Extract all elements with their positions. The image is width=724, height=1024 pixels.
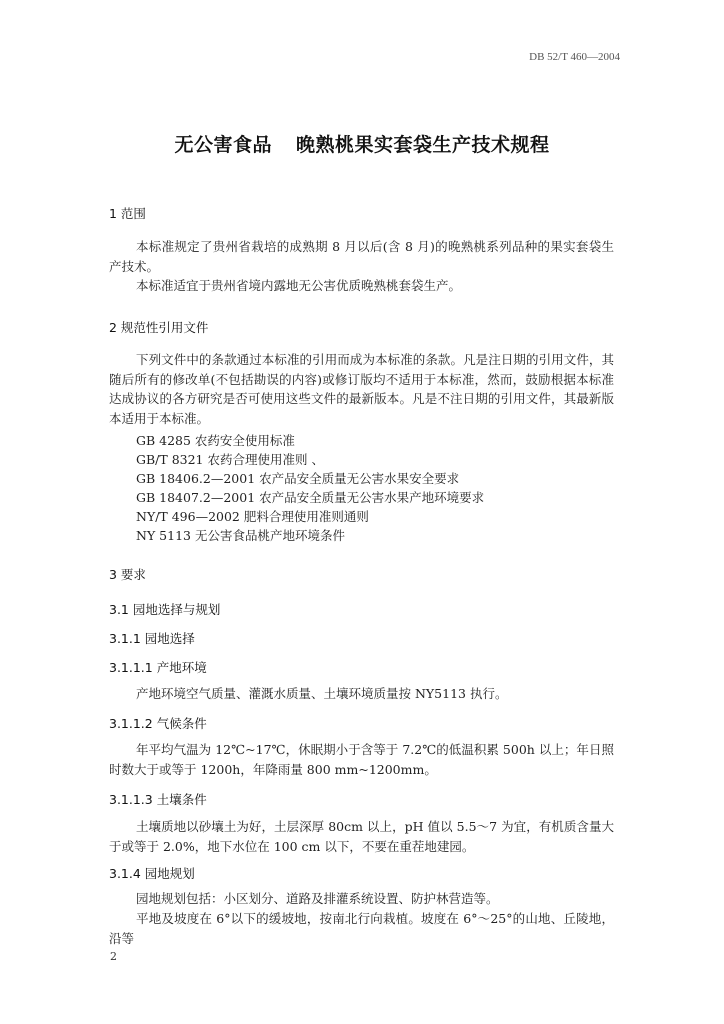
document-code: DB 52/T 460—2004	[529, 51, 620, 63]
section-1-paragraph-2: 本标准适宜于贵州省境内露地无公害优质晚熟桃套袋生产。	[136, 278, 462, 293]
section-3-1-1-2-paragraph: 年平均气温为 12℃~17℃，休眠期小于含等于 7.2℃的低温积累 500h 以上；年日照时数大于或等于 1200h，年降雨量 800 mm~1200mm。	[109, 742, 614, 777]
section-3-1-4-paragraph-1: 园地规划包括：小区划分、道路及排灌系统设置、防护林营造等。	[136, 891, 499, 906]
title-part-1: 无公害食品	[174, 134, 272, 156]
reference-item: GB 18407.2—2001 农产品安全质量无公害水果产地环境要求	[136, 490, 485, 505]
document-title	[0, 130, 724, 157]
section-3-1-1-3-paragraph: 土壤质地以砂壤土为好，土层深厚 80cm 以上，pH 值以 5.5～7 为宜，有机质含量大于或等于 2.0%，地下水位在 100 cm 以下，不要在重茬地建园。	[109, 819, 614, 854]
section-3-1-heading: 3.1 园地选择与规划	[109, 602, 221, 617]
reference-item: NY 5113 无公害食品桃产地环境条件	[136, 528, 345, 543]
section-3-heading: 3 要求	[109, 567, 146, 582]
section-3-1-1-2-heading: 3.1.1.2 气候条件	[109, 716, 207, 731]
section-3-1-4-paragraph-2: 平地及坡度在 6°以下的缓坡地，按南北行向栽植。坡度在 6°～25°的山地、丘陵地，沿等	[109, 911, 614, 946]
section-3-1-1-1-heading: 3.1.1.1 产地环境	[109, 660, 207, 675]
section-3-1-1-heading: 3.1.1 园地选择	[109, 631, 195, 646]
title-part-2: 晚熟桃果实套袋生产技术规程	[296, 134, 550, 156]
section-3-1-1-3-heading: 3.1.1.3 土壤条件	[109, 792, 207, 807]
section-3-1-1-1-paragraph: 产地环境空气质量、灌溉水质量、土壤环境质量按 NY5113 执行。	[136, 686, 508, 701]
section-3-1-4-heading: 3.1.4 园地规划	[109, 866, 195, 881]
reference-item: NY/T 496—2002 肥料合理使用准则通则	[136, 509, 369, 524]
section-1-paragraph-1: 本标准规定了贵州省栽培的成熟期 8 月以后(含 8 月)的晚熟桃系列品种的果实套袋生产技术。	[109, 239, 614, 274]
section-1-heading: 1 范围	[109, 206, 146, 221]
reference-item: GB 18406.2—2001 农产品安全质量无公害水果安全要求	[136, 471, 460, 486]
section-2-paragraph: 下列文件中的条款通过本标准的引用而成为本标准的条款。凡是注日期的引用文件，其随后所有的修改单(不包括勘误的内容)或修订版均不适用于本标准，然而，鼓励根据本标准达成协议的各方研究是否可使用这些文件的最新版本。凡是不注日期的引用文件，其最新版本适用于本标准。	[109, 352, 614, 426]
section-2-heading: 2 规范性引用文件	[109, 320, 209, 335]
reference-item: GB/T 8321 农药合理使用准则 、	[136, 452, 324, 467]
reference-item: GB 4285 农药安全使用标准	[136, 433, 295, 448]
page-number: 2	[110, 950, 117, 963]
